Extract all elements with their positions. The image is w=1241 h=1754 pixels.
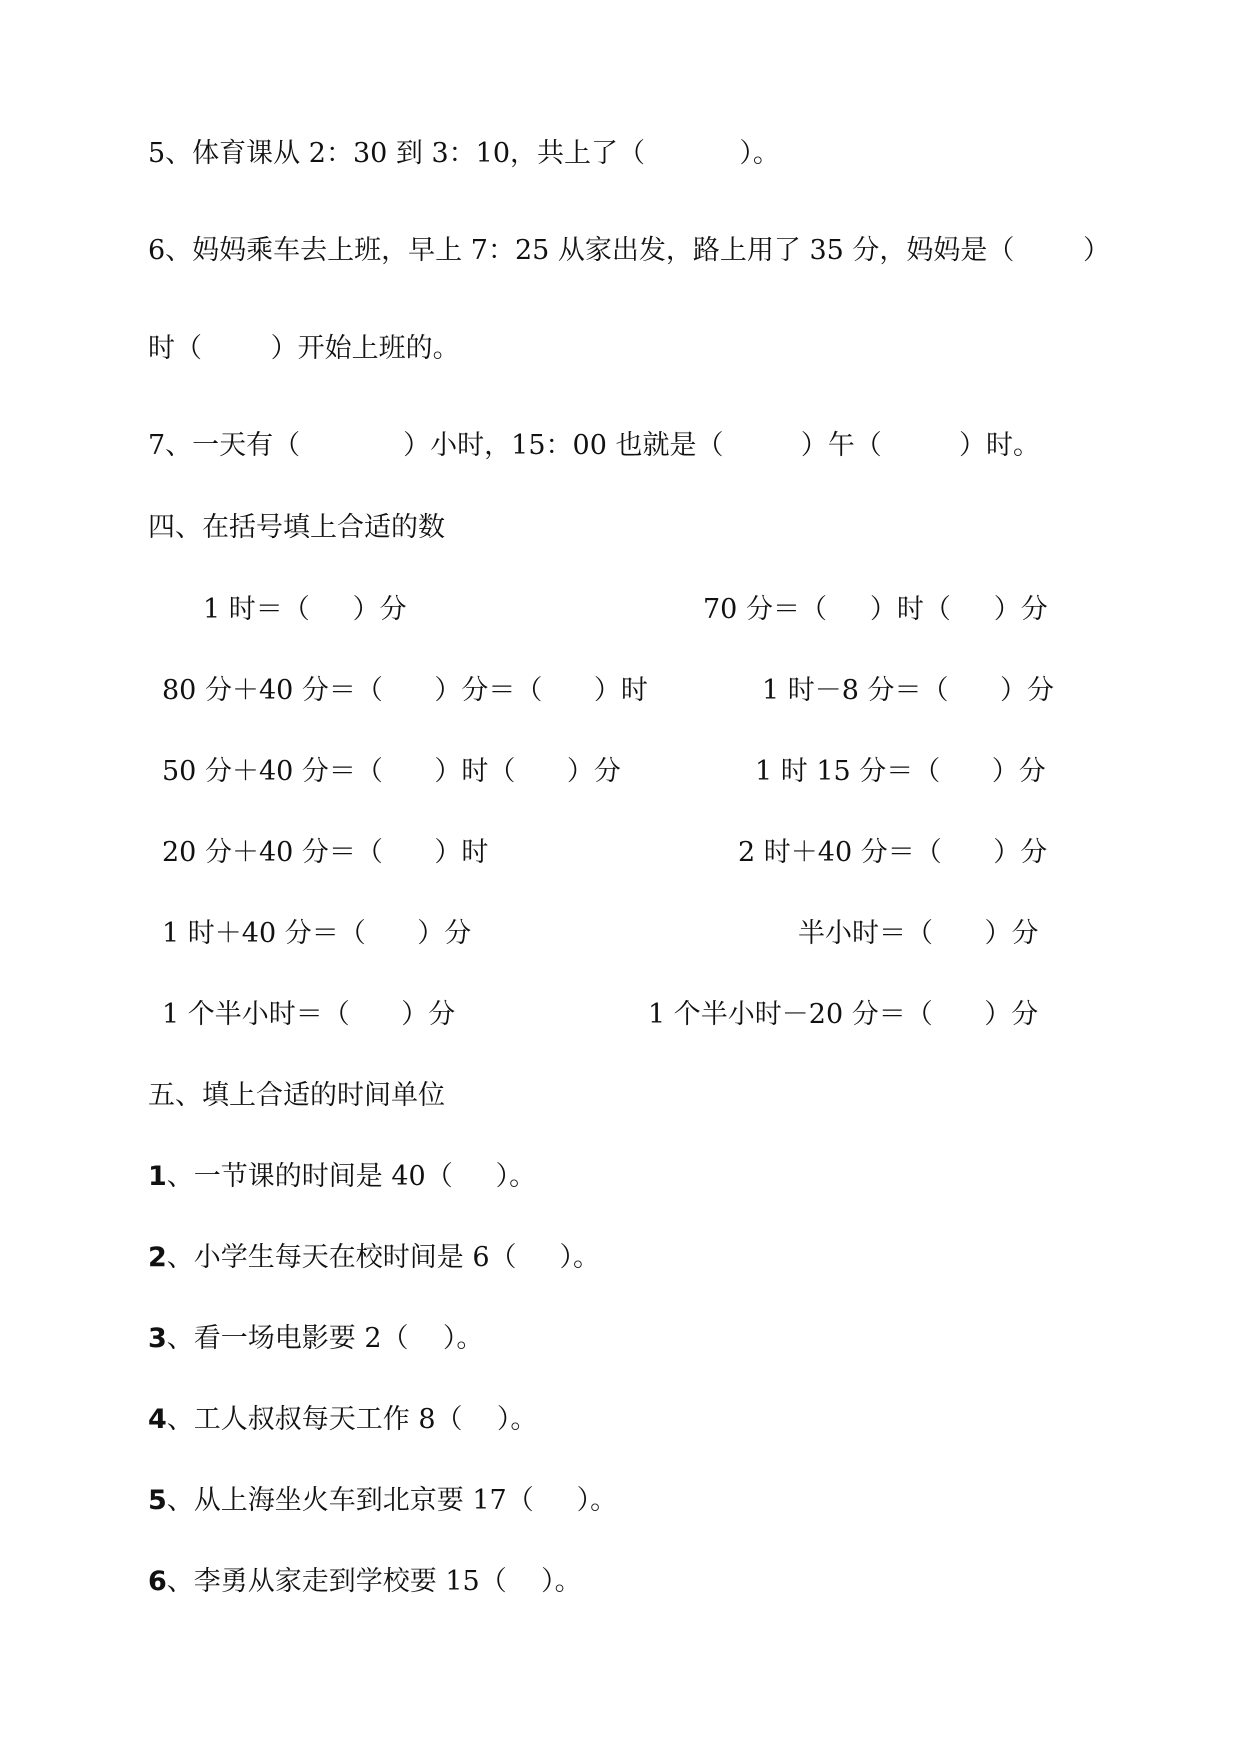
conversion-right-3: 1 时 15 分＝（ ）分 bbox=[755, 756, 1046, 787]
unit-question-2-text: 、小学生每天在校时间是 6（ ）。 bbox=[166, 1242, 600, 1273]
conversion-left-1: 1 时＝（ ）分 bbox=[203, 594, 407, 625]
section-4-title: 四、在括号填上合适的数 bbox=[148, 512, 445, 543]
unit-question-3-text: 、看一场电影要 2（ ）。 bbox=[166, 1323, 484, 1354]
unit-question-3-number: 3 bbox=[148, 1323, 167, 1354]
unit-question-6-number: 6 bbox=[148, 1566, 167, 1597]
unit-question-5-text: 、从上海坐火车到北京要 17（ ）。 bbox=[166, 1485, 618, 1516]
conversion-left-2: 80 分＋40 分＝（ ）分＝（ ）时 bbox=[162, 675, 648, 706]
unit-question-5-number: 5 bbox=[148, 1485, 167, 1516]
unit-question-6 bbox=[148, 1565, 582, 1599]
unit-question-5 bbox=[148, 1484, 617, 1518]
question-7-hours-in-day: 7、一天有（ ）小时，15：00 也就是（ ）午（ ）时。 bbox=[148, 430, 1040, 461]
unit-question-2 bbox=[148, 1241, 600, 1275]
question-6-mom-commute-line1: 6、妈妈乘车去上班，早上 7：25 从家出发，路上用了 35 分，妈妈是（ ） bbox=[148, 235, 1111, 266]
unit-question-4-text: 、工人叔叔每天工作 8（ ）。 bbox=[166, 1404, 538, 1435]
question-6-mom-commute-line2: 时（ ）开始上班的。 bbox=[148, 333, 460, 364]
conversion-right-4: 2 时＋40 分＝（ ）分 bbox=[738, 837, 1048, 868]
unit-question-2-number: 2 bbox=[148, 1242, 167, 1273]
conversion-left-6: 1 个半小时＝（ ）分 bbox=[162, 999, 456, 1030]
unit-question-1 bbox=[148, 1160, 536, 1194]
unit-question-1-text: 、一节课的时间是 40（ ）。 bbox=[166, 1161, 537, 1192]
unit-question-6-text: 、李勇从家走到学校要 15（ ）。 bbox=[166, 1566, 582, 1597]
conversion-left-3: 50 分＋40 分＝（ ）时（ ）分 bbox=[162, 756, 621, 787]
conversion-right-6: 1 个半小时－20 分＝（ ）分 bbox=[648, 999, 1039, 1030]
conversion-right-2: 1 时－8 分＝（ ）分 bbox=[762, 675, 1055, 706]
question-5-time-pe-class: 5、体育课从 2：30 到 3：10，共上了（ ）。 bbox=[148, 138, 780, 169]
unit-question-1-number: 1 bbox=[148, 1161, 167, 1192]
conversion-right-5: 半小时＝（ ）分 bbox=[798, 918, 1039, 949]
conversion-left-4: 20 分＋40 分＝（ ）时 bbox=[162, 837, 489, 868]
conversion-right-1: 70 分＝（ ）时（ ）分 bbox=[703, 594, 1048, 625]
unit-question-4-number: 4 bbox=[148, 1404, 167, 1435]
section-5-title: 五、填上合适的时间单位 bbox=[148, 1080, 445, 1111]
unit-question-4 bbox=[148, 1403, 537, 1437]
unit-question-3 bbox=[148, 1322, 483, 1356]
conversion-left-5: 1 时＋40 分＝（ ）分 bbox=[162, 918, 472, 949]
